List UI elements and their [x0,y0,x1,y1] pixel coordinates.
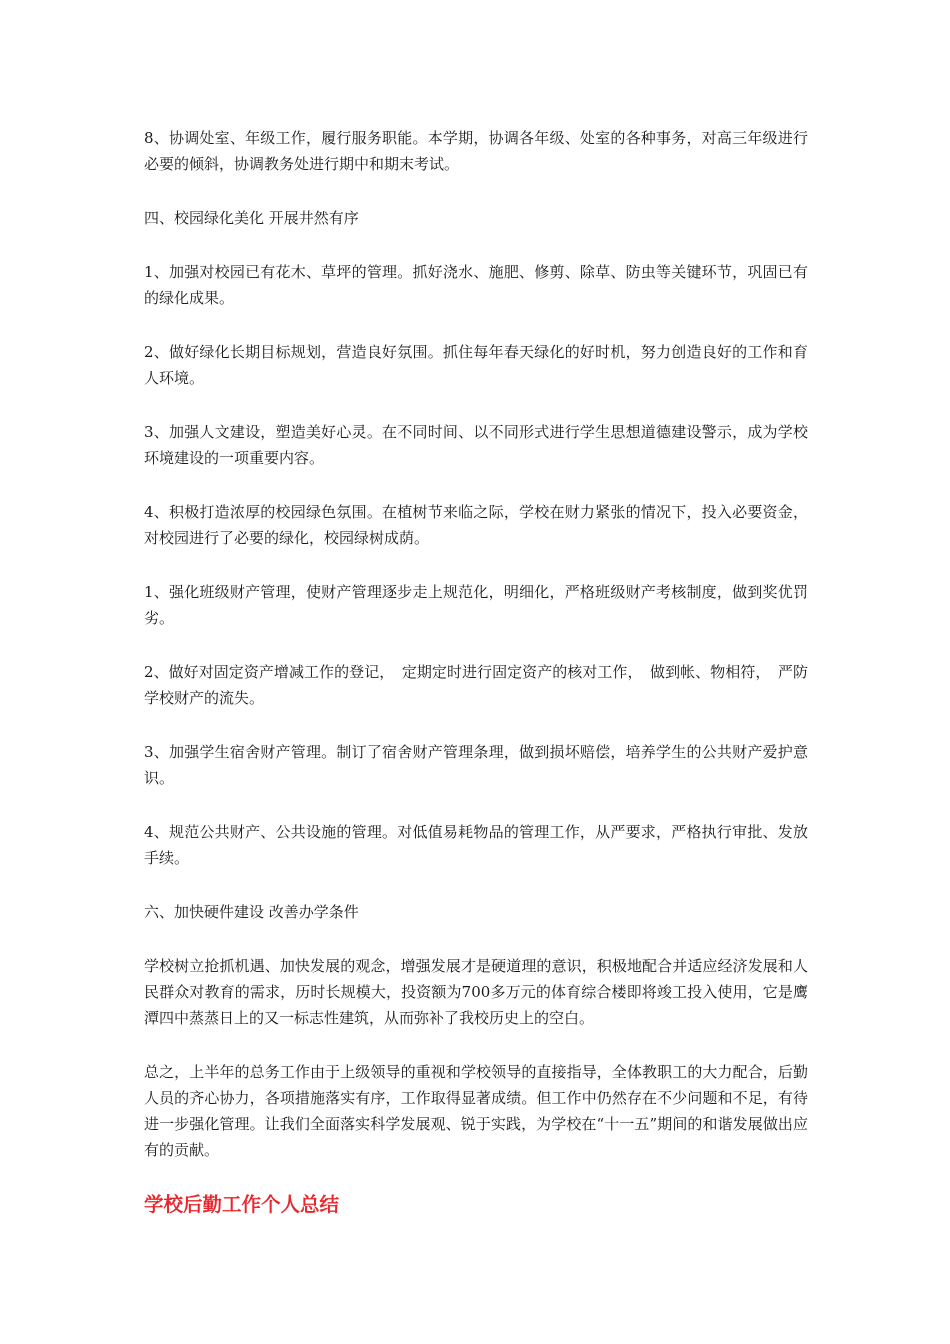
paragraph-greening-3: 3、加强人文建设，塑造美好心灵。在不同时间、以不同形式进行学生思想道德建设警示，成为学校环境建设的一项重要内容。 [144,423,808,467]
section-heading-greening: 四、校园绿化美化 开展井然有序 [144,209,359,227]
paragraph-hardware: 学校树立抢抓机遇、加快发展的观念，增强发展才是硬道理的意识，积极地配合并适应经济发展和人民群众对教育的需求，历时长规模大，投资额为700多万元的体育综合楼即将竣工投入使用，它是鹰潭四中蒸蒸日上的又一标志性建筑，从而弥补了我校历史上的空白。 [144,957,808,1027]
paragraph-property-1: 1、强化班级财产管理，使财产管理逐步走上规范化，明细化，严格班级财产考核制度，做到奖优罚劣。 [144,583,808,627]
document-title: 学校后勤工作个人总结 [144,1193,340,1216]
document-body [144,125,808,1219]
paragraph-greening-4: 4、积极打造浓厚的校园绿色氛围。在植树节来临之际，学校在财力紧张的情况下，投入必要资金，对校园进行了必要的绿化，校园绿树成荫。 [144,503,808,547]
paragraph-property-3: 3、加强学生宿舍财产管理。制订了宿舍财产管理条理，做到损坏赔偿，培养学生的公共财产爱护意识。 [144,743,808,787]
section-heading-hardware: 六、加快硬件建设 改善办学条件 [144,903,359,921]
paragraph-greening-2: 2、做好绿化长期目标规划，营造良好氛围。抓住每年春天绿化的好时机，努力创造良好的工作和育人环境。 [144,343,808,387]
paragraph-greening-1: 1、加强对校园已有花木、草坪的管理。抓好浇水、施肥、修剪、除草、防虫等关键环节，巩固已有的绿化成果。 [144,263,808,307]
paragraph-coordination: 8、协调处室、年级工作，履行服务职能。本学期，协调各年级、处室的各种事务，对高三年级进行必要的倾斜，协调教务处进行期中和期末考试。 [144,129,808,173]
paragraph-property-2: 2、做好对固定资产增减工作的登记， 定期定时进行固定资产的核对工作， 做到帐、物相符， 严防学校财产的流失。 [144,663,808,707]
paragraph-conclusion: 总之，上半年的总务工作由于上级领导的重视和学校领导的直接指导，全体教职工的大力配合，后勤人员的齐心协力，各项措施落实有序，工作取得显著成绩。但工作中仍然存在不少问题和不足，有待进一步强化管理。让我们全面落实科学发展观、锐于实践，为学校在“十一五”期间的和谐发展做出应有的贡献。 [144,1063,808,1159]
paragraph-property-4: 4、规范公共财产、公共设施的管理。对低值易耗物品的管理工作，从严要求，严格执行审批、发放手续。 [144,823,808,867]
